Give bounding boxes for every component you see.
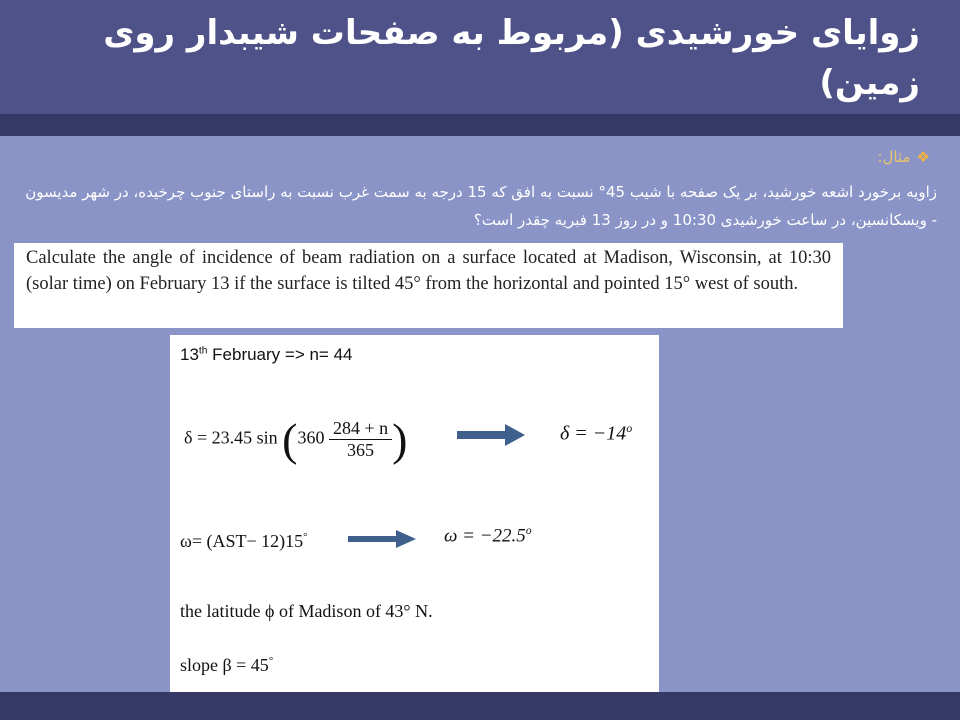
arrow-right-icon — [457, 424, 525, 446]
degree-sup: o — [626, 421, 633, 435]
declination-360: 360 — [297, 427, 325, 448]
left-paren: ( — [282, 414, 298, 465]
arrow-right-icon — [348, 530, 416, 548]
degree-sup: ° — [268, 655, 274, 667]
diamond-bullet-icon: ❖ — [916, 148, 930, 166]
hour-angle-result-value: ω = −22.5 — [444, 525, 526, 547]
latitude-line: the latitude ϕ of Madison of 43° N. — [180, 601, 433, 621]
declination-formula — [184, 413, 407, 466]
declination-lhs: δ = 23.45 sin — [184, 427, 278, 448]
declination-result — [560, 421, 632, 446]
day-suffix: th — [198, 345, 208, 357]
slide-title: زوایای خورشیدی (مربوط به صفحات شیبدار روی زمین) — [103, 13, 920, 103]
hour-angle-lhs: ω= (AST− 12)15 — [180, 531, 304, 551]
degree-sup: ° — [303, 531, 308, 543]
declination-result-value: δ = −14 — [560, 422, 627, 445]
degree-sup: o — [525, 525, 532, 537]
example-label: مثال: — [877, 148, 911, 166]
example-heading — [877, 148, 930, 166]
title-band — [0, 0, 960, 114]
day-number: 13 — [180, 345, 199, 364]
title-divider-stripe — [0, 114, 960, 136]
solution-panel — [170, 335, 659, 720]
hour-angle-formula — [180, 531, 307, 552]
persian-problem-text: زاویه برخورد اشعه خورشید، بر یک صفحه با شیب 45° نسبت به افق که 15 درجه به سمت غرب نسبت به راستای جنوب چرخیده، در شهر مدیسون - ویسکانسین، در ساعت خورشیدی 10:30 و در روز 13 فبریه چقدر است؟ — [25, 183, 937, 229]
fraction-numerator: 284 + n — [329, 418, 392, 440]
hour-angle-result — [444, 525, 532, 547]
bottom-stripe — [0, 692, 960, 720]
problem-statement-box — [14, 243, 843, 328]
declination-fraction — [329, 418, 392, 461]
day-number-line — [180, 345, 353, 365]
problem-statement: Calculate the angle of incidence of beam radiation on a surface located at Madison, Wisconsin, at 10:30 (solar time) on February 13 if the surface is tilted 45° from the horizontal and pointed 15° west of south. — [26, 248, 831, 294]
fraction-denominator: 365 — [347, 440, 375, 460]
day-number-rest: February => n= 44 — [207, 345, 353, 364]
slope-value: slope β = 45 — [180, 655, 269, 675]
slope-line — [180, 655, 273, 676]
right-paren: ) — [392, 414, 408, 465]
